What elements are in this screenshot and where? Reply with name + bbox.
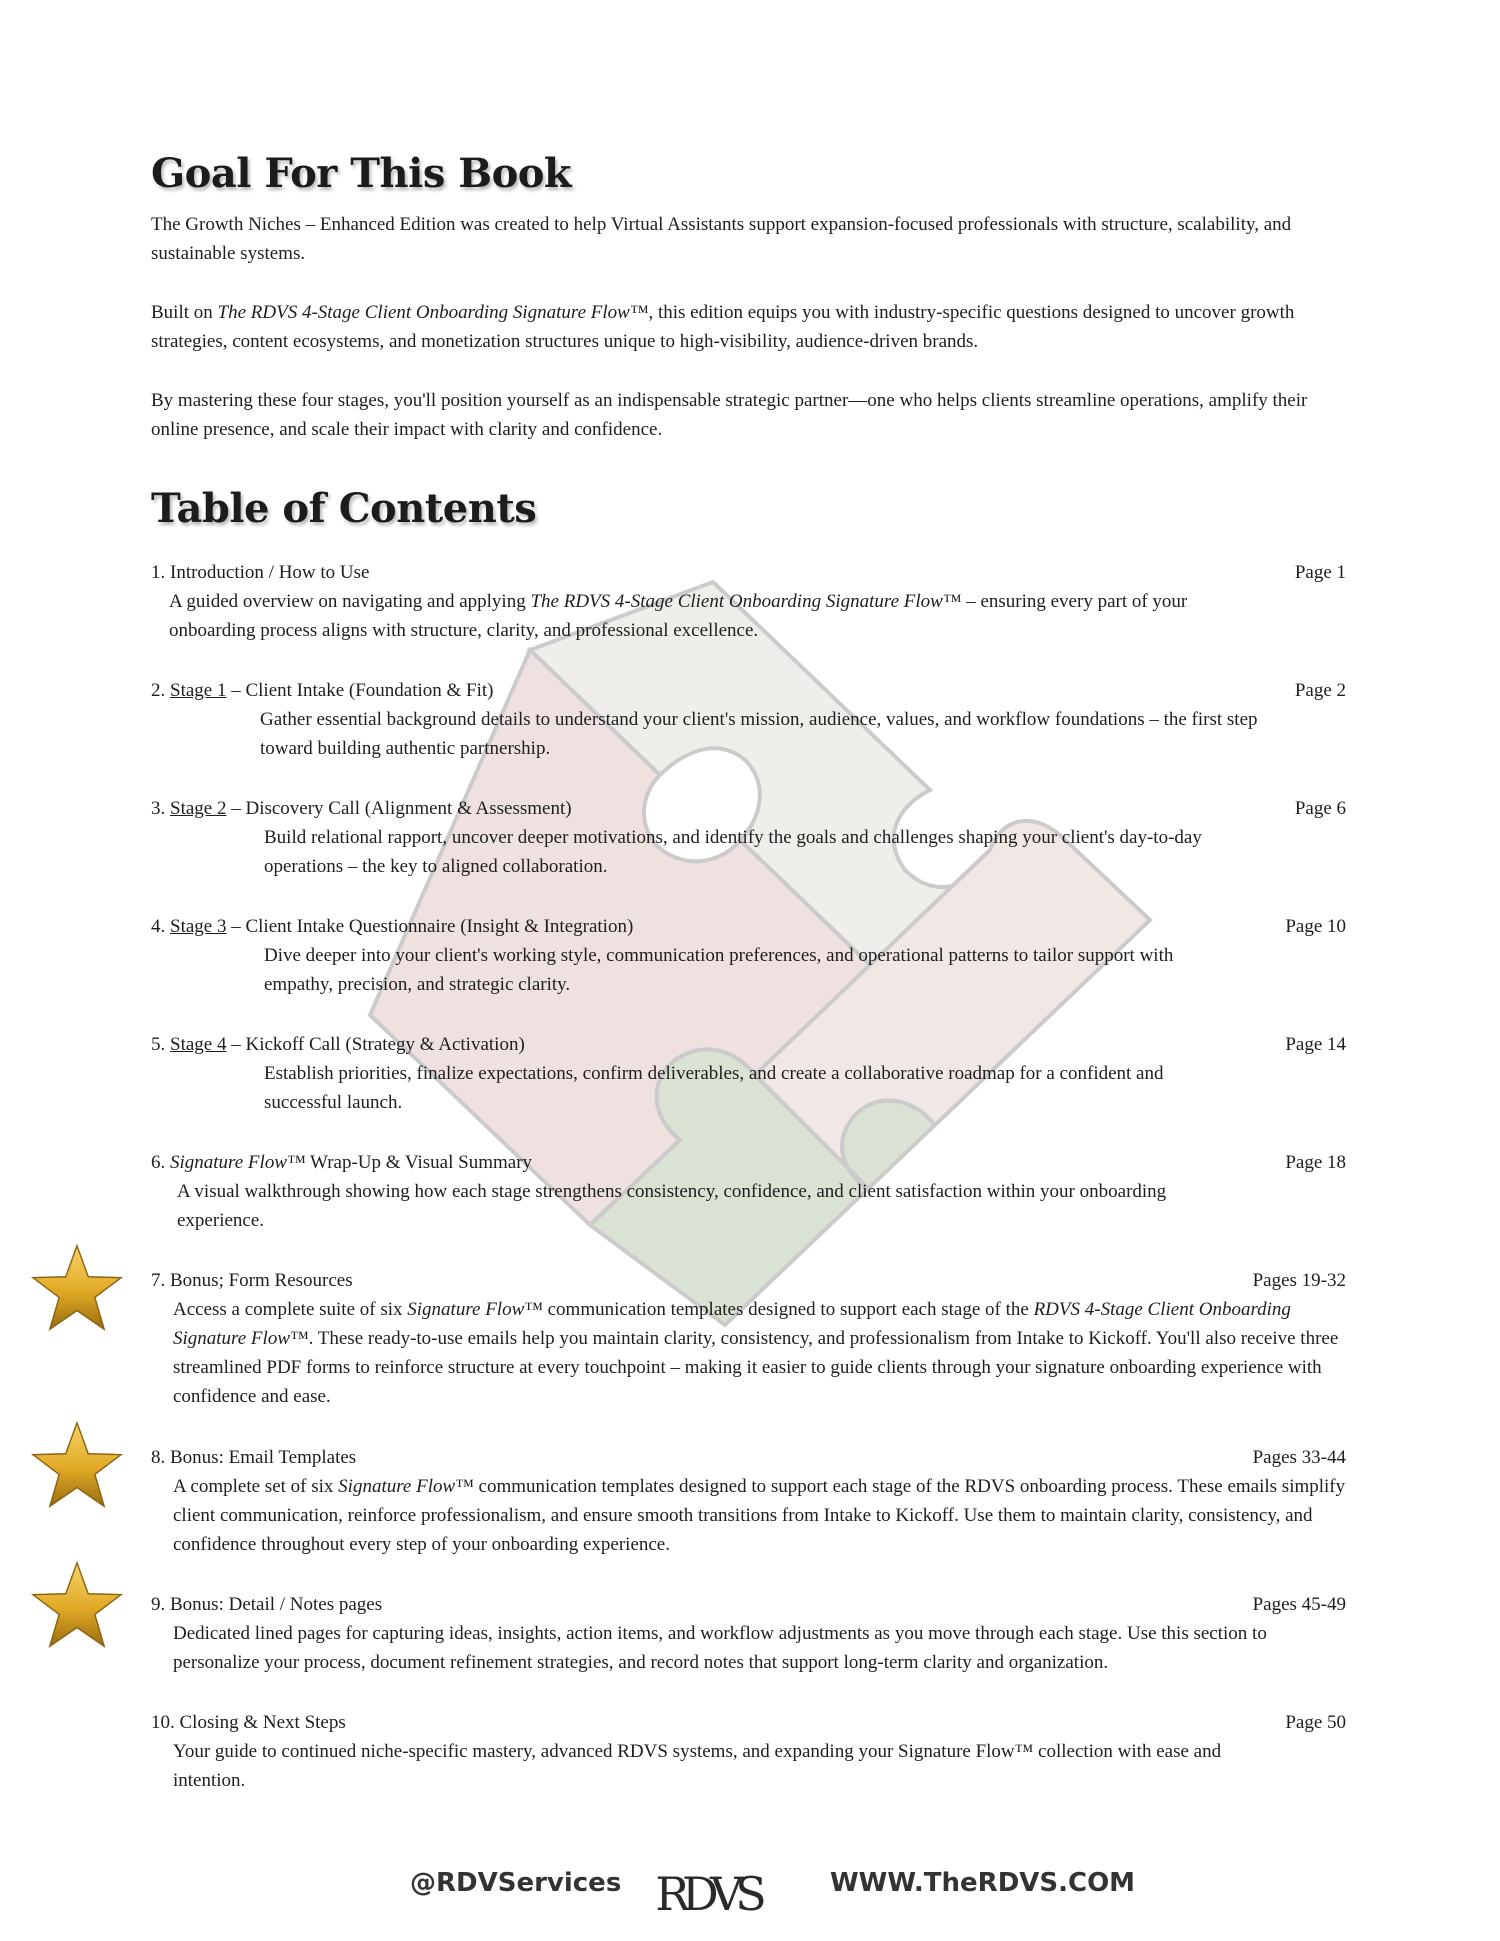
toc-entry-title: 10. Closing & Next Steps	[151, 1712, 346, 1733]
entry-num: 5.	[151, 1034, 170, 1055]
toc-entry-desc: Dive deeper into your client's working style, communication preferences, and operational patterns to tailor support with empathy, precision, and strategic clarity.	[264, 945, 1174, 995]
toc-entry-desc: Build relational rapport, uncover deeper motivations, and identify the goals and challenges shaping your client's day-to-day operations – the key to aligned collaboration.	[264, 827, 1202, 877]
desc-em: The RDVS 4-Stage Client Onboarding Signature Flow™	[530, 591, 962, 612]
toc-entry-title: 9. Bonus: Detail / Notes pages	[151, 1594, 383, 1615]
stage-label: Stage 4	[170, 1034, 227, 1055]
toc-entry-title: 7. Bonus; Form Resources	[151, 1270, 353, 1291]
toc-entry-title	[151, 1030, 525, 1059]
entry-rest: – Client Intake (Foundation & Fit)	[226, 680, 494, 701]
toc-entry-desc: Establish priorities, finalize expectations, confirm deliverables, and create a collaborative roadmap for a confident and successful launch.	[264, 1063, 1164, 1113]
website-link[interactable]: WWW.TheRDVS.COM	[830, 1868, 1136, 1898]
toc-heading: Table of Contents	[151, 485, 537, 532]
toc-entry-introduction	[151, 558, 1346, 645]
logo-text: RDVS	[655, 1867, 759, 1921]
goal-p2-post: , this edition equips you with industry-specific questions designed to uncover growth strategies, content ecosystems, and monetization structures unique to high-visibility, audience-driven brands.	[151, 302, 1295, 352]
toc-entry-title	[151, 912, 633, 941]
toc-entry-page: Pages 19-32	[1252, 1270, 1346, 1291]
toc-entry-page: Page 50	[1285, 1712, 1346, 1733]
toc-entry-title	[151, 794, 572, 823]
toc-entry-page: Page 2	[1294, 680, 1346, 701]
desc-part: communication templates designed to support each stage of the RDVS onboarding process. These emails simplify client communication, reinforce professionalism, and ensure smooth transitions from Intake to Kickoff. Use them to maintain clarity, consistency, and confidence throughout every step of your onboarding experience.	[173, 1476, 1346, 1555]
toc-entry-desc: Your guide to continued niche-specific mastery, advanced RDVS systems, and expanding your Signature Flow™ collection with ease and intention.	[173, 1741, 1222, 1791]
desc-em: Signature Flow™	[338, 1476, 474, 1497]
rdvs-logo	[655, 1860, 759, 1924]
desc-part: A complete set of six	[173, 1476, 339, 1497]
toc-entry-page: Page 14	[1285, 1034, 1346, 1055]
entry-rest: – Discovery Call (Alignment & Assessment)	[226, 798, 572, 819]
desc-part: Access a complete suite of six	[173, 1299, 408, 1320]
social-handle-link[interactable]: @RDVServices	[410, 1868, 622, 1898]
goal-heading: Goal For This Book	[151, 150, 572, 197]
toc-entry-page: Page 6	[1294, 798, 1346, 819]
toc-entry-stage-1	[151, 676, 1346, 763]
toc-entry-page: Page 18	[1285, 1152, 1346, 1173]
toc-entry-stage-2	[151, 794, 1346, 881]
entry-num: 6.	[151, 1152, 170, 1173]
toc-entry-desc: Dedicated lined pages for capturing ideas, insights, action items, and workflow adjustments as you move through each stage. Use this section to personalize your process, document refinement strategies, and record notes that support long-term clarity and organization.	[173, 1623, 1267, 1673]
bonus-star-icon	[30, 1420, 124, 1510]
toc-entry-page: Pages 33-44	[1252, 1447, 1346, 1468]
goal-p2-pre: Built on	[151, 302, 218, 323]
desc-em: Signature Flow™	[407, 1299, 543, 1320]
toc-entry-notes-pages	[151, 1590, 1346, 1677]
toc-entry-desc: A visual walkthrough showing how each stage strengthens consistency, confidence, and client satisfaction within your onboarding experience.	[177, 1181, 1167, 1231]
toc-entry-title: 8. Bonus: Email Templates	[151, 1447, 357, 1468]
goal-paragraph-1: The Growth Niches – Enhanced Edition was created to help Virtual Assistants support expansion-focused professionals with structure, scalability, and sustainable systems.	[151, 214, 1292, 264]
toc-entry-page: Page 1	[1294, 562, 1346, 583]
desc-part: communication templates designed to support each stage of the	[542, 1299, 1034, 1320]
toc-entry-stage-4	[151, 1030, 1346, 1117]
toc-entry-desc	[151, 1295, 1353, 1411]
toc-entry-title	[151, 1148, 532, 1177]
stage-label: Stage 3	[170, 916, 227, 937]
toc-entry-page: Pages 45-49	[1252, 1594, 1346, 1615]
entry-num: 2.	[151, 680, 170, 701]
toc-entry-title: 1. Introduction / How to Use	[151, 562, 370, 583]
stage-label: Stage 2	[170, 798, 227, 819]
toc-entry-desc: Gather essential background details to understand your client's mission, audience, values, and workflow foundations – the first step toward building authentic partnership.	[260, 709, 1258, 759]
toc-entry-stage-3	[151, 912, 1346, 999]
desc-em: RDVS 4-Stage Client Onboarding Signature Flow™	[173, 1299, 1291, 1349]
bonus-star-icon	[30, 1243, 124, 1333]
entry-rest: Wrap-Up & Visual Summary	[305, 1152, 533, 1173]
desc-post: – ensuring every part of your onboarding process aligns with structure, clarity, and professional excellence.	[169, 591, 1188, 641]
desc-part: . These ready-to-use emails help you maintain clarity, consistency, and professionalism from Intake to Kickoff. You'll also receive three streamlined PDF forms to reinforce structure at every touchpoint – making it easier to guide clients through your signature onboarding experience with confidence and ease.	[173, 1328, 1339, 1407]
goal-paragraph-2	[151, 298, 1341, 356]
entry-num: 4.	[151, 916, 170, 937]
entry-em: Signature Flow™	[170, 1152, 306, 1173]
entry-rest: – Client Intake Questionnaire (Insight & Integration)	[226, 916, 634, 937]
toc-entry-title	[151, 676, 494, 705]
toc-entry-wrap-up	[151, 1148, 1346, 1235]
toc-entry-desc	[151, 587, 1219, 645]
toc-entry-email-templates	[151, 1443, 1346, 1559]
goal-p2-em: The RDVS 4-Stage Client Onboarding Signature Flow™	[217, 302, 649, 323]
toc-entry-closing	[151, 1708, 1346, 1795]
stage-label: Stage 1	[170, 680, 227, 701]
toc-entry-form-resources	[151, 1266, 1346, 1411]
desc-pre: A guided overview on navigating and applying	[169, 591, 531, 612]
bonus-star-icon	[30, 1560, 124, 1650]
toc-entry-page: Page 10	[1285, 916, 1346, 937]
toc-entry-desc	[151, 1472, 1353, 1559]
entry-rest: – Kickoff Call (Strategy & Activation)	[226, 1034, 525, 1055]
footer	[0, 1860, 1500, 1930]
entry-num: 3.	[151, 798, 170, 819]
goal-paragraph-3: By mastering these four stages, you'll position yourself as an indispensable strategic partner—one who helps clients streamline operations, amplify their online presence, and scale their impact with clarity and confidence.	[151, 390, 1308, 440]
